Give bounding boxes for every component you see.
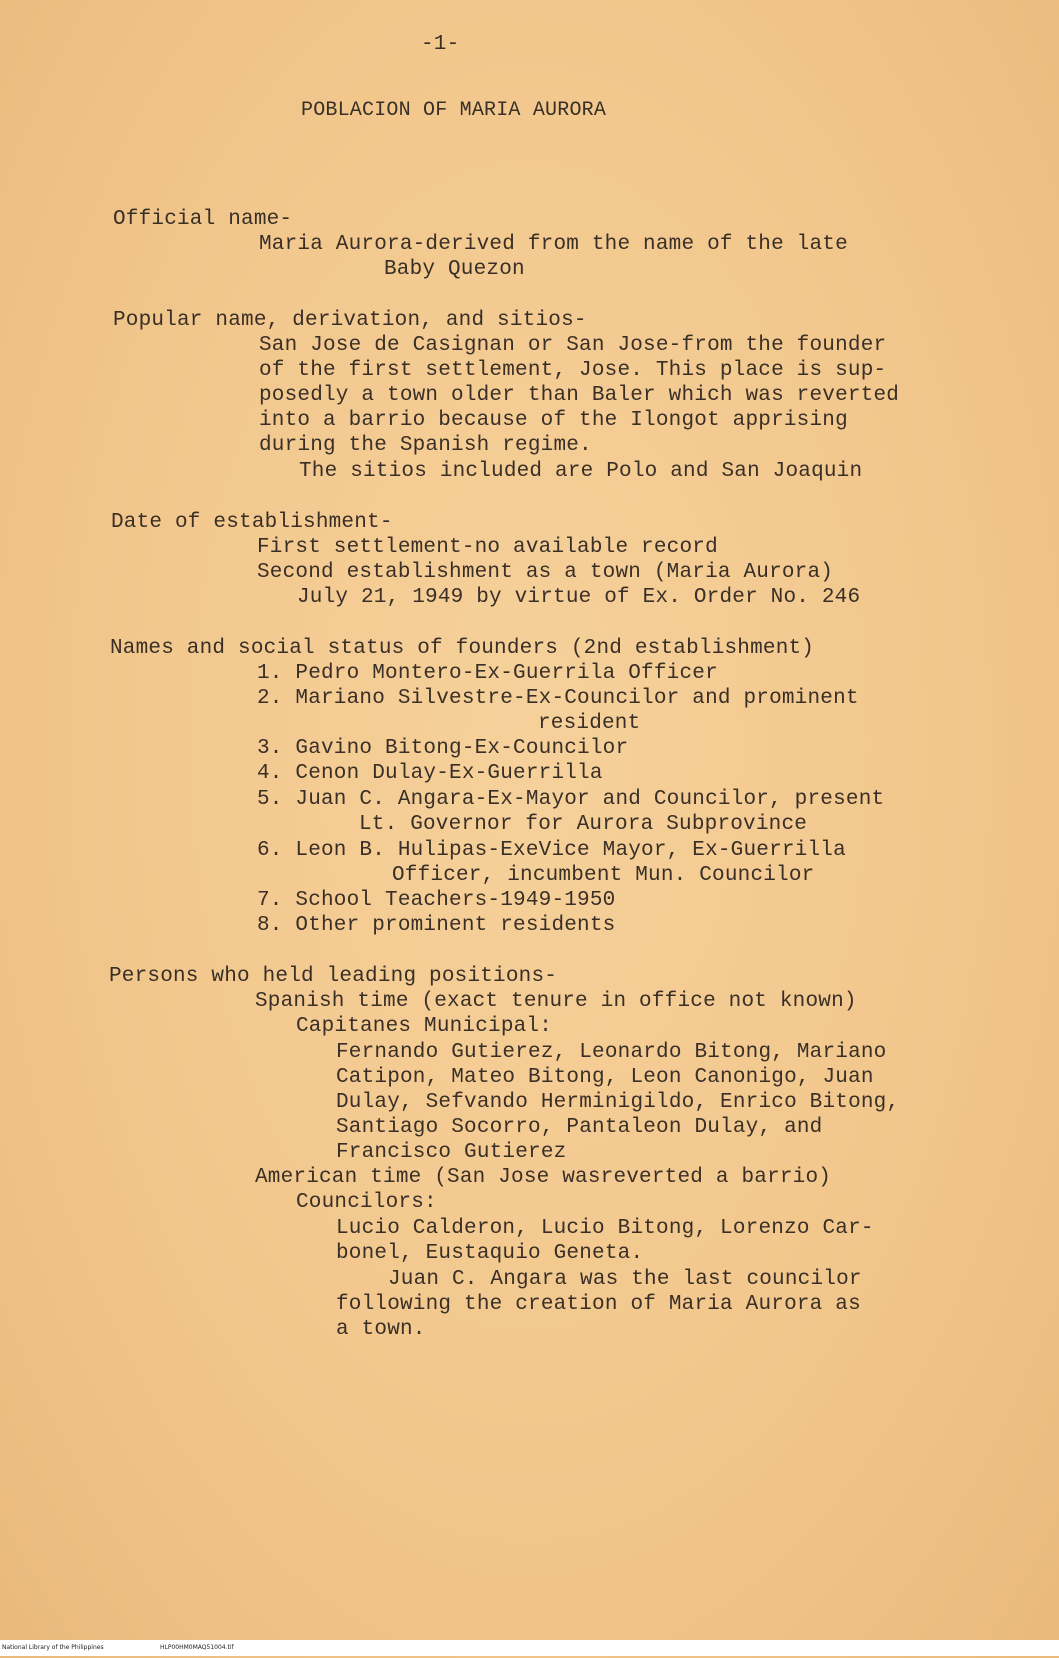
text-line: Spanish time (exact tenure in office not known) — [255, 990, 857, 1013]
section-heading-positions: Persons who held leading positions- — [109, 965, 558, 988]
section-heading-popular: Popular name, derivation, and sitios- — [113, 309, 587, 332]
list-item: 2. Mariano Silvestre-Ex-Councilor and prominent — [257, 687, 859, 710]
list-item: 8. Other prominent residents — [257, 914, 616, 937]
text-line: San Jose de Casignan or San Jose-from the founder — [259, 334, 887, 357]
list-item: 7. School Teachers-1949-1950 — [257, 889, 616, 912]
text-line: Capitanes Municipal: — [296, 1015, 553, 1038]
text-line: Fernando Gutierez, Leonardo Bitong, Mariano — [336, 1041, 887, 1064]
text-line: following the creation of Maria Aurora as — [336, 1293, 861, 1316]
section-heading-establishment: Date of establishment- — [111, 511, 393, 534]
text-line: July 21, 1949 by virtue of Ex. Order No. 246 — [297, 586, 861, 609]
scan-footer — [0, 1640, 1059, 1656]
text-line: Catipon, Mateo Bitong, Leon Canonigo, Juan — [336, 1066, 874, 1089]
text-line: First settlement-no available record — [257, 536, 718, 559]
section-heading-official: Official name- — [113, 208, 293, 231]
text-line: into a barrio because of the Ilongot apprising — [259, 409, 848, 432]
footer-filename: HLP00HM0MAQ51004.tif — [160, 1644, 234, 1651]
text-line: American time (San Jose wasreverted a barrio) — [255, 1166, 832, 1189]
text-line: Second establishment as a town (Maria Aurora) — [257, 561, 834, 584]
list-item-continuation: Lt. Governor for Aurora Subprovince — [359, 813, 808, 836]
list-item: 1. Pedro Montero-Ex-Guerrila Officer — [257, 662, 718, 685]
footer-source: National Library of the Philippines — [2, 1644, 104, 1651]
text-line: Dulay, Sefvando Herminigildo, Enrico Bitong, — [336, 1091, 900, 1114]
text-line: Juan C. Angara was the last councilor — [388, 1268, 862, 1291]
list-item: 6. Leon B. Hulipas-ExeVice Mayor, Ex-Guerrilla — [257, 839, 846, 862]
text-line: Councilors: — [296, 1191, 437, 1214]
text-line: Francisco Gutierez — [336, 1141, 567, 1164]
list-item-continuation: Officer, incumbent Mun. Councilor — [392, 864, 815, 887]
text-line: Maria Aurora-derived from the name of the late — [259, 233, 848, 256]
page-title: POBLACION OF MARIA AURORA — [301, 99, 607, 122]
section-heading-founders: Names and social status of founders (2nd establishment) — [110, 637, 815, 660]
list-item: 5. Juan C. Angara-Ex-Mayor and Councilor, present — [257, 788, 885, 811]
list-item: 4. Cenon Dulay-Ex-Guerrilla — [257, 762, 603, 785]
text-line: a town. — [336, 1318, 426, 1341]
text-line: during the Spanish regime. — [259, 434, 592, 457]
text-line: Santiago Socorro, Pantaleon Dulay, and — [336, 1116, 823, 1139]
list-item-continuation: resident — [538, 712, 641, 735]
text-line: Baby Quezon — [384, 258, 525, 281]
list-item: 3. Gavino Bitong-Ex-Councilor — [257, 737, 629, 760]
text-line: of the first settlement, Jose. This place is sup- — [259, 359, 887, 382]
text-line: bonel, Eustaquio Geneta. — [336, 1242, 644, 1265]
text-line: Lucio Calderon, Lucio Bitong, Lorenzo Car- — [336, 1217, 874, 1240]
page-number: -1- — [421, 33, 460, 56]
text-line: posedly a town older than Baler which was reverted — [259, 384, 900, 407]
text-line: The sitios included are Polo and San Joaquin — [299, 460, 863, 483]
